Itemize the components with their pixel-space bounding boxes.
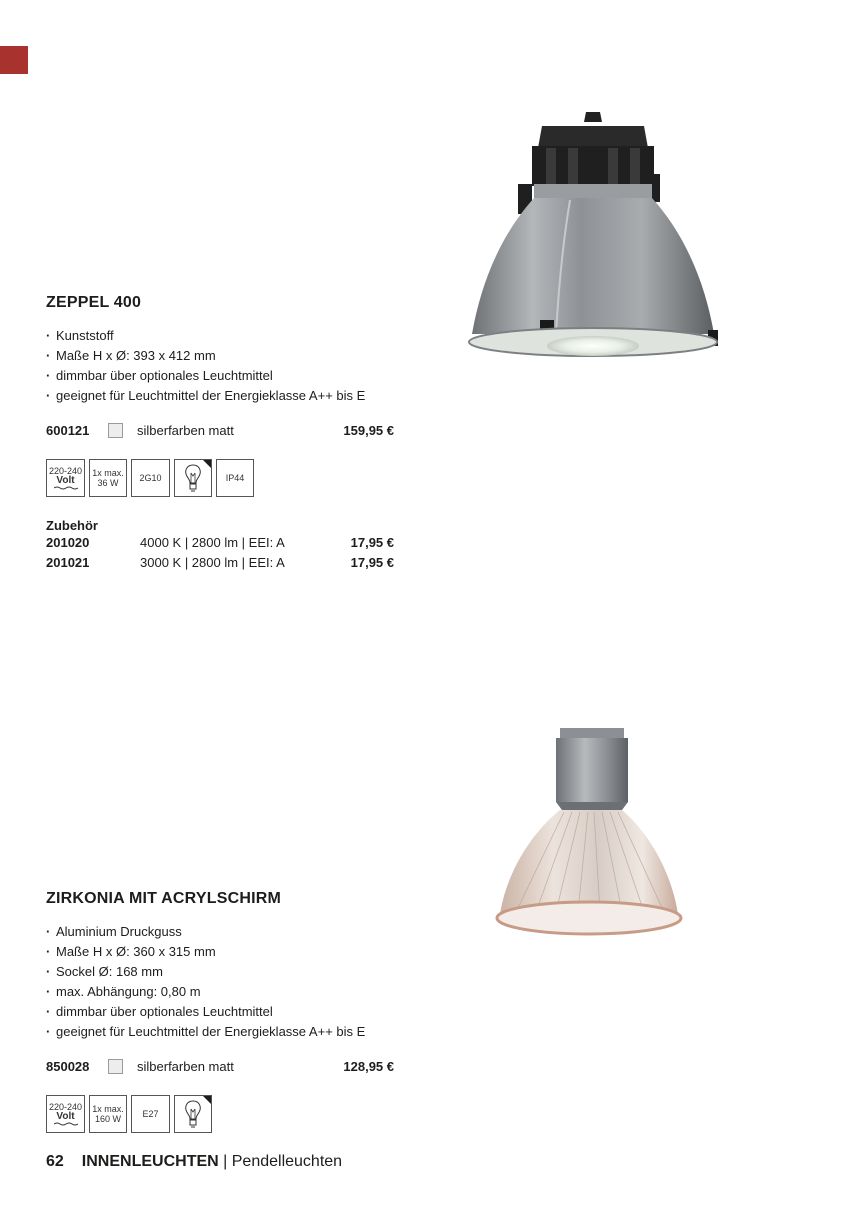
article-number: 850028 bbox=[46, 1058, 90, 1074]
feature-item: · max. Abhängung: 0,80 m bbox=[46, 982, 394, 1002]
wattage-line-2: 36 W bbox=[97, 478, 119, 488]
accessory-price: 17,95 € bbox=[350, 535, 394, 550]
voltage-icon bbox=[46, 459, 85, 497]
feature-item: · Kunststoff bbox=[46, 326, 394, 346]
color-swatch bbox=[108, 423, 123, 438]
article-number: 600121 bbox=[46, 422, 90, 438]
accessories-heading: Zubehör bbox=[46, 518, 98, 533]
product-zeppel-400 bbox=[46, 294, 394, 573]
feature-list bbox=[46, 922, 394, 1042]
product-title: ZIRKONIA MIT ACRYLSCHIRM bbox=[46, 890, 282, 907]
product-zirkonia bbox=[46, 890, 394, 1133]
ip-rating: IP44 bbox=[225, 473, 245, 483]
price: 159,95 € bbox=[343, 422, 394, 438]
dimmable-corner-marker bbox=[203, 1096, 211, 1104]
socket-icon bbox=[131, 459, 170, 497]
color-name: silberfarben matt bbox=[137, 422, 234, 438]
feature-item: · Sockel Ø: 168 mm bbox=[46, 962, 394, 982]
voltage-range: 220-240 bbox=[48, 1102, 83, 1112]
section-title: INNENLEUCHTEN bbox=[81, 1153, 219, 1170]
color-swatch bbox=[108, 1059, 123, 1074]
feature-item: · dimmbar über optionales Leuchtmittel bbox=[46, 1002, 394, 1022]
zeppel-400-product-image bbox=[462, 108, 724, 368]
ip-rating-icon bbox=[216, 459, 254, 497]
zirkonia-product-image bbox=[494, 726, 684, 940]
accessory-spec: 3000 K | 2800 lm | EEI: A bbox=[140, 555, 285, 570]
wattage-line-1: 1x max. bbox=[92, 468, 124, 478]
socket-type: E27 bbox=[142, 1109, 159, 1119]
light-bulb-icon bbox=[184, 464, 202, 492]
accessory-number: 201020 bbox=[46, 535, 90, 550]
accessory-number: 201021 bbox=[46, 555, 90, 570]
socket-icon bbox=[131, 1095, 170, 1133]
page-number: 62 bbox=[46, 1153, 64, 1170]
color-name: silberfarben matt bbox=[137, 1058, 234, 1074]
feature-item: · Aluminium Druckguss bbox=[46, 922, 394, 942]
socket-type: 2G10 bbox=[139, 473, 162, 483]
wattage-line-1: 1x max. bbox=[92, 1104, 124, 1114]
dimmable-corner-marker bbox=[203, 460, 211, 468]
feature-item: · geeignet für Leuchtmittel der Energieklasse A++ bis E bbox=[46, 386, 394, 406]
wattage-icon bbox=[89, 1095, 127, 1133]
wattage-icon bbox=[89, 459, 127, 497]
order-row bbox=[46, 420, 394, 440]
order-row bbox=[46, 1056, 394, 1076]
dimmable-bulb-icon bbox=[174, 1095, 212, 1133]
voltage-label: Volt bbox=[56, 475, 75, 486]
light-bulb-icon bbox=[184, 1100, 202, 1128]
wattage-line-2: 160 W bbox=[94, 1114, 121, 1124]
feature-item: · Maße H x Ø: 360 x 315 mm bbox=[46, 942, 394, 962]
spec-icons bbox=[46, 459, 394, 497]
sine-wave-icon bbox=[54, 486, 78, 490]
accessory-row bbox=[46, 553, 394, 573]
chapter-marker bbox=[0, 46, 28, 74]
accessory-row bbox=[46, 533, 394, 553]
dimmable-bulb-icon bbox=[174, 459, 212, 497]
feature-item: · dimmbar über optionales Leuchtmittel bbox=[46, 366, 394, 386]
price: 128,95 € bbox=[343, 1058, 394, 1074]
footer-separator: | bbox=[223, 1153, 228, 1170]
sine-wave-icon bbox=[54, 1122, 78, 1126]
voltage-range: 220-240 bbox=[48, 466, 83, 476]
voltage-icon bbox=[46, 1095, 85, 1133]
accessory-price: 17,95 € bbox=[350, 555, 394, 570]
subsection-title: Pendelleuchten bbox=[231, 1153, 343, 1170]
feature-item: · geeignet für Leuchtmittel der Energieklasse A++ bis E bbox=[46, 1022, 394, 1042]
product-title: ZEPPEL 400 bbox=[46, 294, 142, 311]
voltage-label: Volt bbox=[56, 1111, 75, 1122]
feature-list bbox=[46, 326, 394, 406]
feature-item: · Maße H x Ø: 393 x 412 mm bbox=[46, 346, 394, 366]
spec-icons bbox=[46, 1095, 394, 1133]
page-footer bbox=[46, 1153, 342, 1171]
accessory-spec: 4000 K | 2800 lm | EEI: A bbox=[140, 535, 285, 550]
